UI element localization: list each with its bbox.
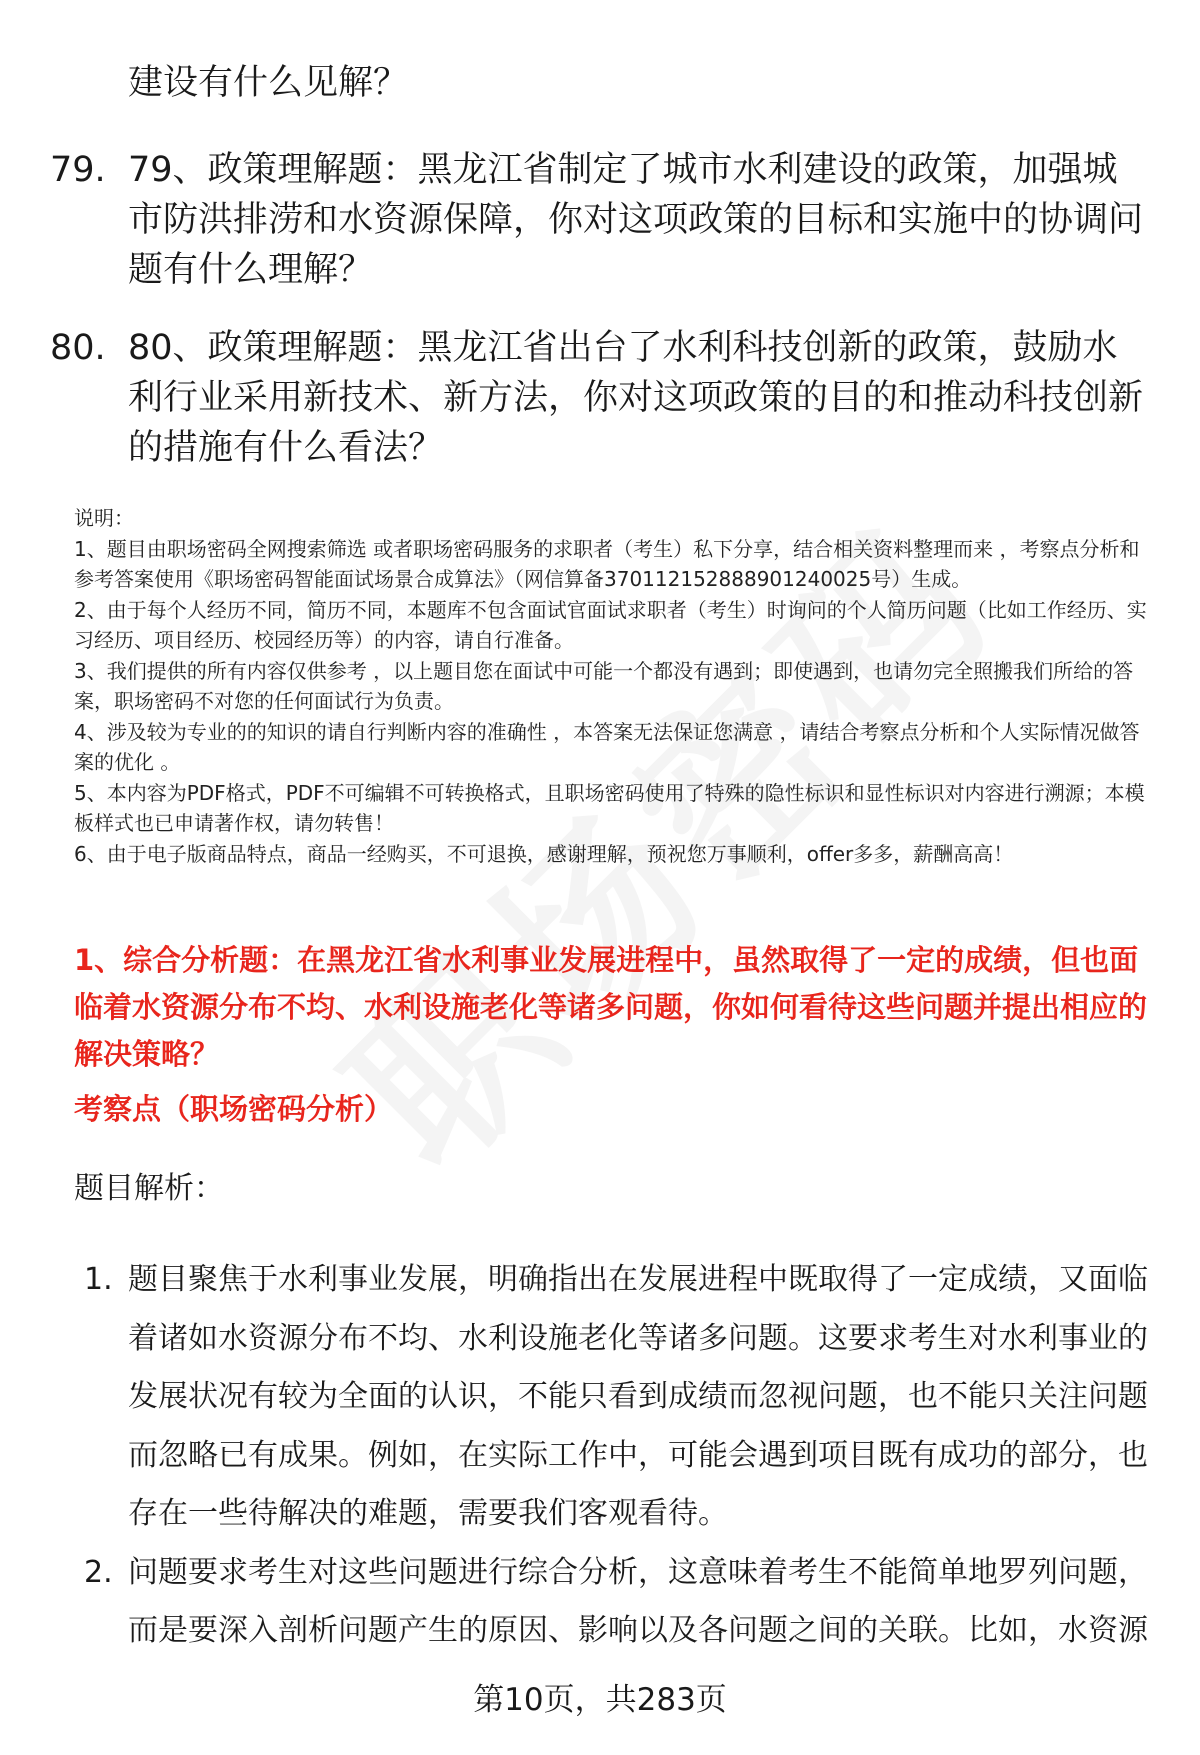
question-item xyxy=(50,323,1150,473)
question-continuation: 建设有什么见解？ xyxy=(128,63,409,103)
question-text: 80、政策理解题：黑龙江省出台了水利科技创新的政策，鼓励水利行业采用新技术、新方法，你对这项政策的目的和推动科技创新的措施有什么看法？ xyxy=(128,328,1144,468)
main-question-heading: 1、综合分析题：在黑龙江省水利事业发展进程中，虽然取得了一定的成绩，但也面临着水资源分布不均、水利设施老化等诸多问题，你如何看待这些问题并提出相应的解决策略？ xyxy=(74,943,1148,1071)
list-item xyxy=(84,1251,1150,1544)
notes-title: 说明： xyxy=(74,506,134,530)
question-number: 79. xyxy=(50,150,106,190)
note-item: 5、本内容为PDF格式，PDF不可编辑不可转换格式，且职场密码使用了特殊的隐性标识和显性标识对内容进行溯源；本模板样式也已申请著作权，请勿转售！ xyxy=(74,780,1145,835)
list-item-text: 问题要求考生对这些问题进行综合分析，这意味着考生不能简单地罗列问题，而是要深入剖析问题产生的原因、影响以及各问题之间的关联。比如，水资源 xyxy=(128,1554,1148,1648)
note-item: 6、由于电子版商品特点，商品一经购买，不可退换，感谢理解，预祝您万事顺利，offer多多，薪酬高高！ xyxy=(74,841,1014,866)
list-item xyxy=(84,1544,1150,1661)
note-item: 2、由于每个人经历不同，简历不同，本题库不包含面试官面试求职者（考生）时询问的个人简历问题（比如工作经历、实习经历、项目经历、校园经历等）的内容，请自行准备。 xyxy=(74,597,1147,652)
analysis-list xyxy=(84,1251,1150,1661)
list-item-number: 2. xyxy=(84,1554,113,1590)
notes-section xyxy=(74,503,1159,869)
note-item: 3、我们提供的所有内容仅供参考 ，以上题目您在面试中可能一个都没有遇到；即使遇到，也请勿完全照搬我们所给的答案，职场密码不对您的任何面试行为负责。 xyxy=(74,658,1134,713)
page-footer: 第10页，共283页 xyxy=(473,1682,727,1718)
list-item-text: 题目聚焦于水利事业发展，明确指出在发展进程中既取得了一定成绩，又面临着诸如水资源分布不均、水利设施老化等诸多问题。这要求考生对水利事业的发展状况有较为全面的认识，不能只看到成绩而忽视问题，也不能只关注问题而忽略已有成果。例如，在实际工作中，可能会遇到项目既有成功的部分，也存在一些待解决的难题，需要我们客观看待。 xyxy=(128,1262,1148,1531)
note-item: 4、涉及较为专业的的知识的请自行判断内容的准确性 ，本答案无法保证您满意 ，请结合考察点分析和个人实际情况做答案的优化 。 xyxy=(74,719,1140,774)
question-item xyxy=(50,145,1150,295)
analysis-title: 题目解析： xyxy=(74,1171,224,1206)
note-item: 1、题目由职场密码全网搜索筛选 或者职场密码服务的求职者（考生）私下分享，结合相关资料整理而来 ，考察点分析和参考答案使用《职场密码智能面试场景合成算法》（网信算备370112152888901240025号）生成。 xyxy=(74,536,1140,591)
list-item-number: 1. xyxy=(84,1262,113,1297)
question-text: 79、政策理解题：黑龙江省制定了城市水利建设的政策，加强城市防洪排涝和水资源保障，你对这项政策的目标和实施中的协调问题有什么理解？ xyxy=(128,150,1144,290)
assessment-subheading: 考察点（职场密码分析） xyxy=(74,1092,394,1126)
question-number: 80. xyxy=(50,328,106,368)
